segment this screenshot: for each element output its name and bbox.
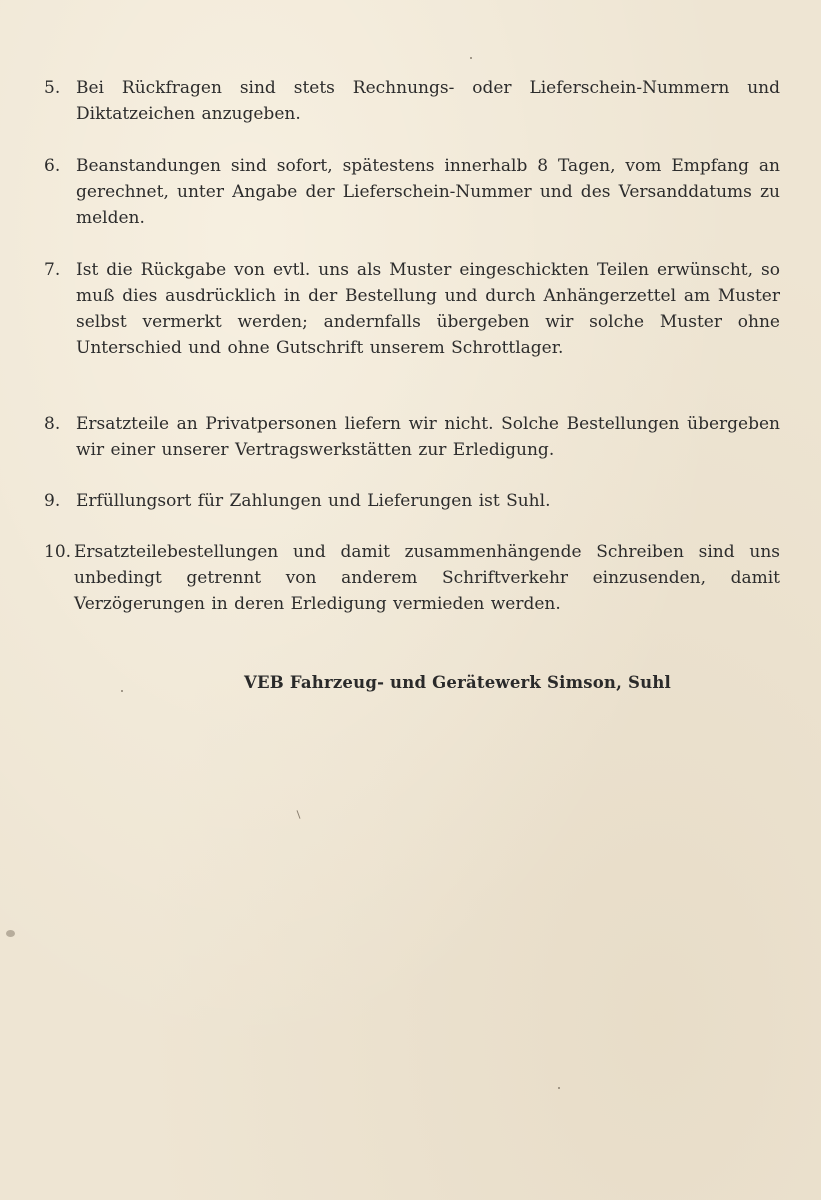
item-number: 10.: [44, 542, 72, 562]
paper-speck: [121, 690, 123, 692]
list-item: [44, 257, 780, 361]
item-number: 8.: [44, 414, 61, 434]
item-number: 6.: [44, 156, 61, 176]
item-text: Ersatzteile an Privatpersonen liefern wir nicht. Solche Bestellungen übergeben wir einer unserer Vertragswerkstätten zur Erledigung.: [76, 414, 780, 460]
list-item: [44, 75, 780, 127]
paper-speck: [296, 810, 300, 819]
list-item: [44, 488, 780, 514]
item-text: Erfüllungsort für Zahlungen und Lieferungen ist Suhl.: [76, 491, 551, 511]
item-text: Ersatzteilebestellungen und damit zusammenhängende Schreiben sind uns unbedingt getrennt von anderem Schriftverkehr einzusenden, damit Verzögerungen in deren Erledigung vermieden werden.: [74, 542, 780, 614]
item-number: 5.: [44, 78, 61, 98]
item-text: Beanstandungen sind sofort, spätestens innerhalb 8 Tagen, vom Empfang an gerechnet, unter Angabe der Lieferschein-Nummer und des Versanddatums zu melden.: [76, 156, 780, 228]
paper-speck: [6, 930, 15, 937]
list-item: [44, 539, 780, 617]
item-text: Ist die Rückgabe von evtl. uns als Muster eingeschickten Teilen erwünscht, so muß dies ausdrücklich in der Bestellung und durch Anhängerzettel am Muster selbst vermerkt werden; andernfalls übergeben wir solche Muster ohne Unterschied und ohne Gutschrift unserem Schrottlager.: [76, 260, 780, 358]
paper-speck: [470, 57, 472, 59]
item-number: 9.: [44, 491, 61, 511]
list-item: [44, 411, 780, 463]
paper-speck: [558, 1087, 560, 1089]
company-signature: VEB Fahrzeug- und Gerätewerk Simson, Suhl: [244, 673, 671, 692]
list-item: [44, 153, 780, 231]
item-number: 7.: [44, 260, 61, 280]
item-text: Bei Rückfragen sind stets Rechnungs- oder Lieferschein-Nummern und Diktatzeichen anzugeben.: [76, 78, 780, 124]
